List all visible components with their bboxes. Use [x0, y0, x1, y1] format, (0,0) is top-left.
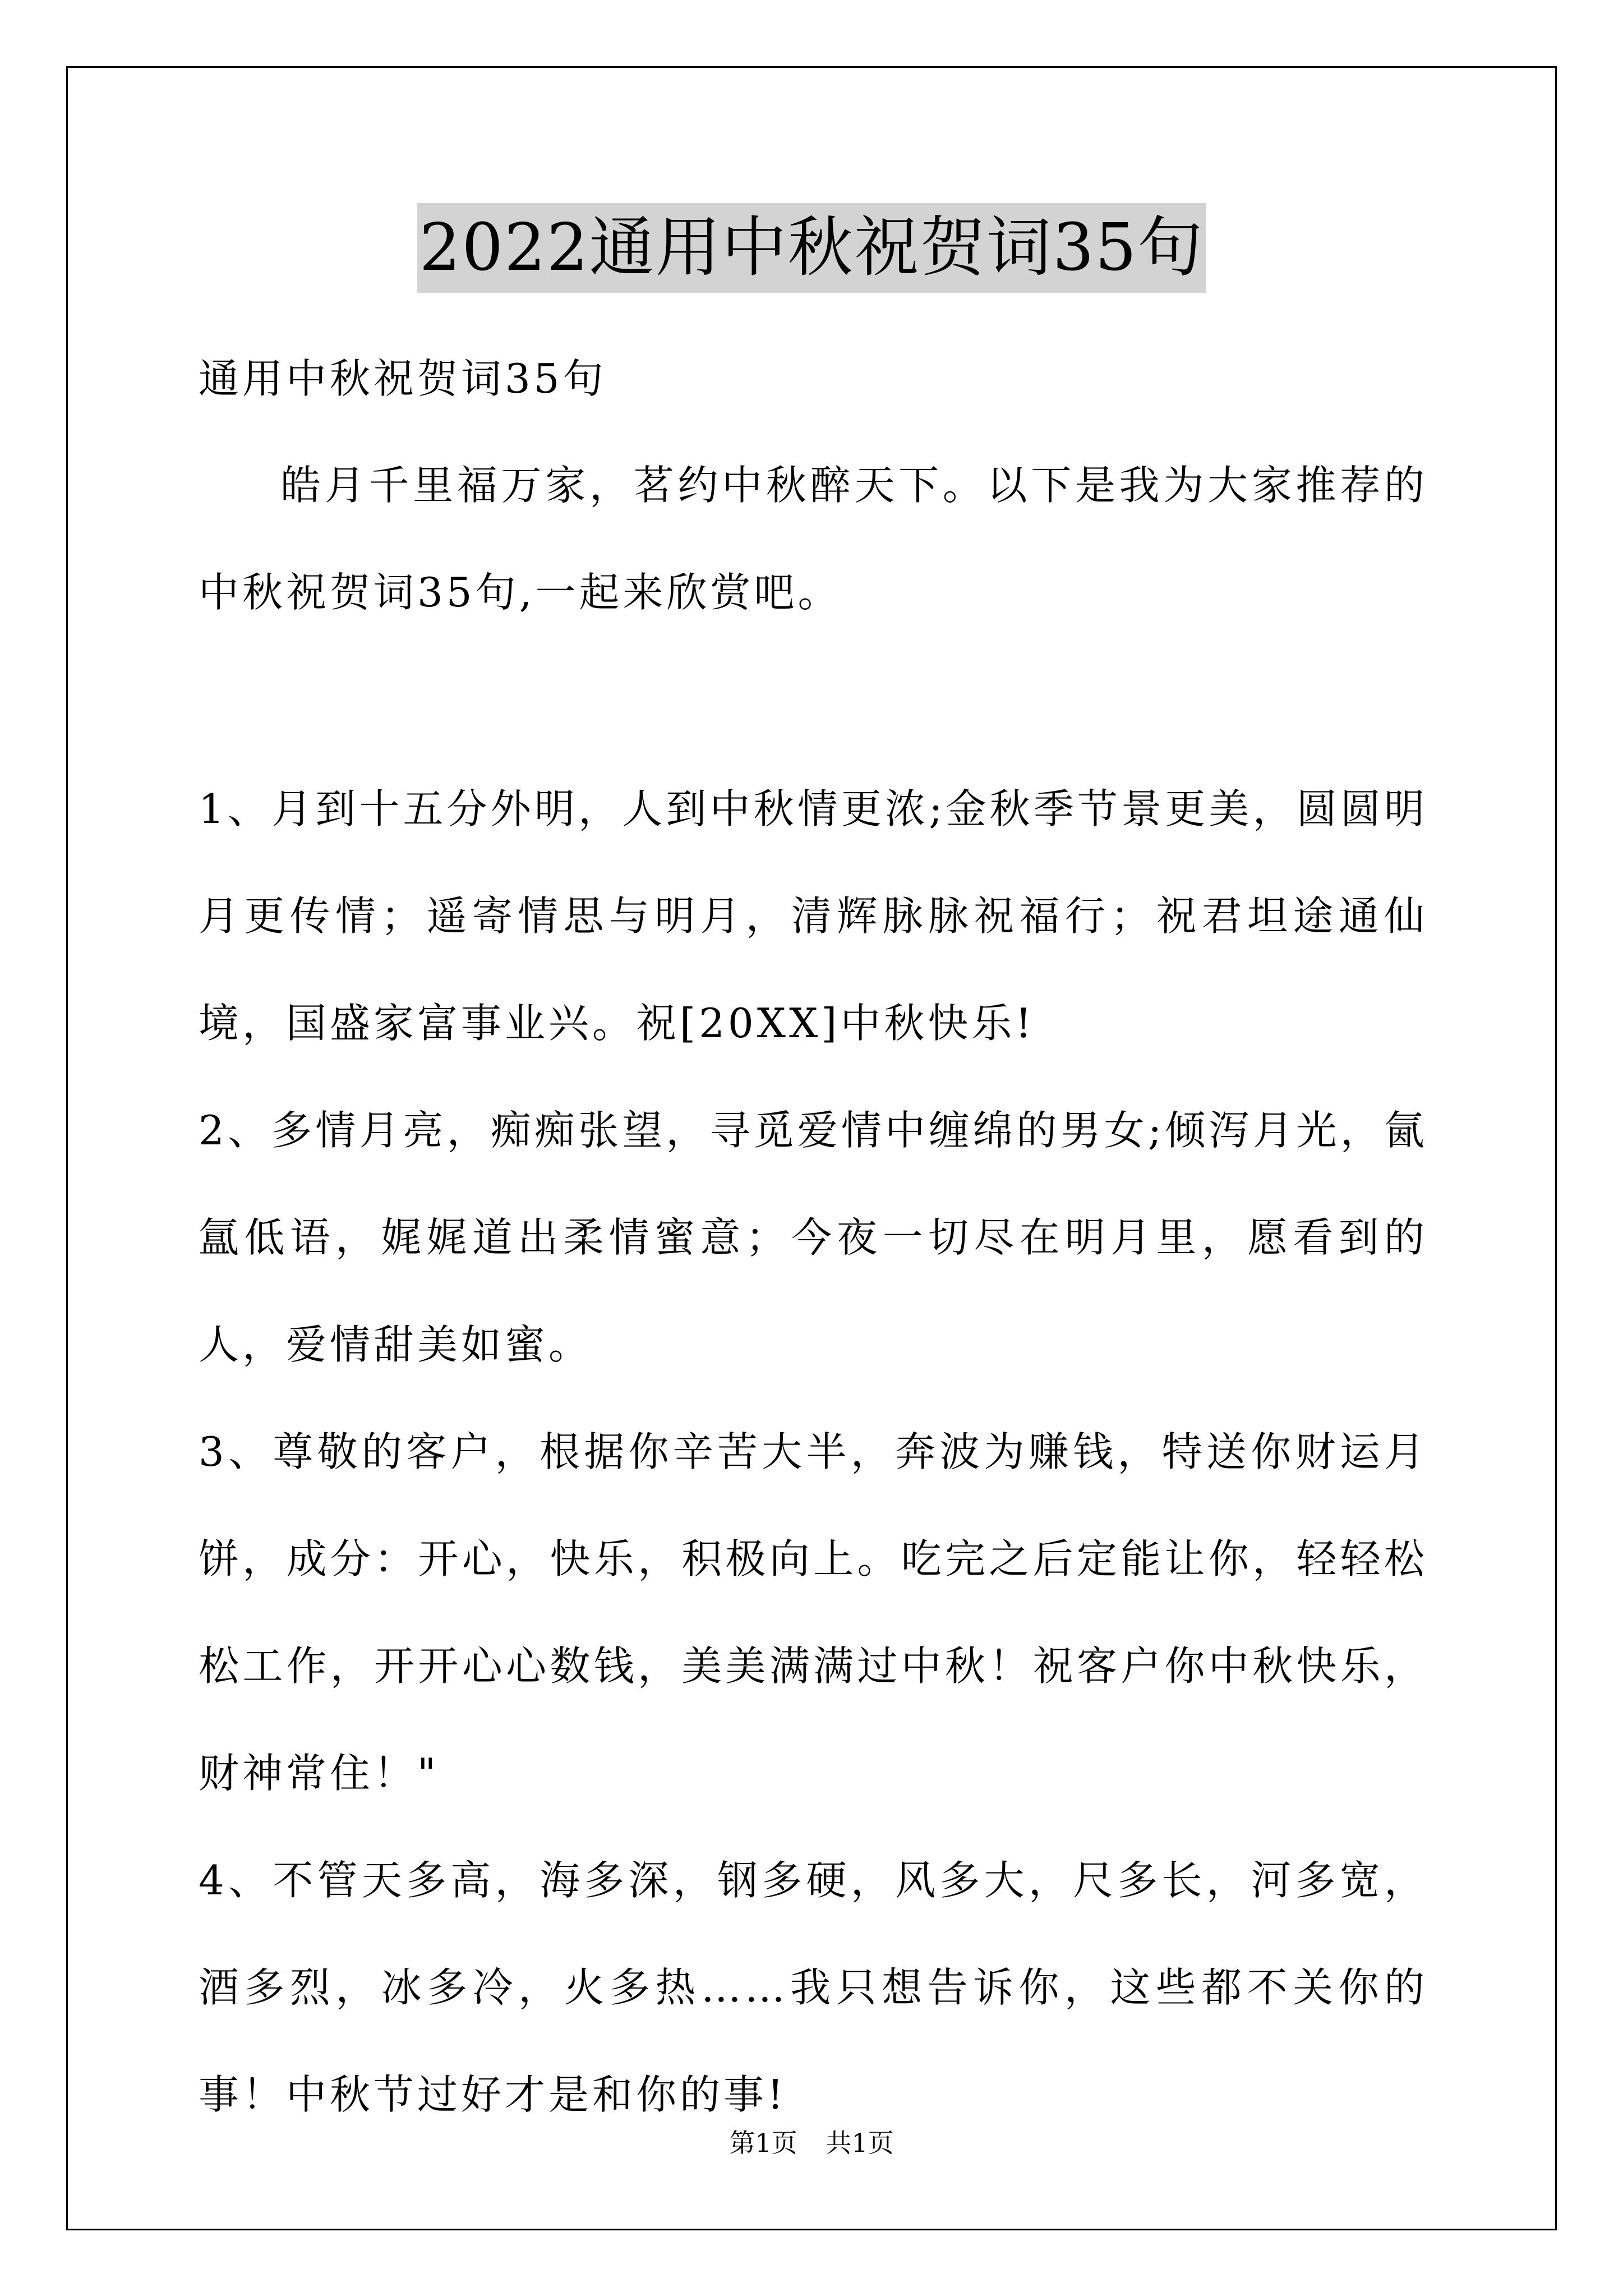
page-footer — [0, 2126, 1623, 2160]
intro-paragraph: 皓月千里福万家，茗约中秋醉天下。以下是我为大家推荐的中秋祝贺词35句,一起来欣赏吧。 — [199, 462, 1428, 616]
list-item: 2、多情月亮，痴痴张望，寻觅爱情中缠绵的男女;倾泻月光，氤氲低语，娓娓道出柔情蜜意；今夜一切尽在明月里，愿看到的人，爱情甜美如蜜。 — [199, 1107, 1428, 1368]
document-subtitle: 通用中秋祝贺词35句 — [199, 355, 607, 402]
list-item: 3、尊敬的客户，根据你辛苦大半，奔波为赚钱，特送你财运月饼，成分：开心，快乐，积极向上。吃完之后定能让你，轻轻松松工作，开开心心数钱，美美满满过中秋！祝客户你中秋快乐，财神常住！" — [199, 1428, 1428, 1797]
list-item: 1、月到十五分外明，人到中秋情更浓;金秋季节景更美，圆圆明月更传情；遥寄情思与明月，清辉脉脉祝福行；祝君坦途通仙境，国盛家富事业兴。祝[20XX]中秋快乐! — [199, 785, 1428, 1047]
list-item: 4、不管天多高，海多深，钢多硬，风多大，尺多长，河多宽，酒多烈，冰多冷，火多热……我只想告诉你，这些都不关你的事！中秋节过好才是和你的事! — [199, 1857, 1428, 2118]
title-container — [0, 203, 1623, 293]
document-title: 2022通用中秋祝贺词35句 — [417, 203, 1206, 293]
page-number: 第1页 — [729, 2128, 797, 2158]
page-total: 共1页 — [826, 2128, 894, 2158]
greeting-list — [199, 756, 1428, 2148]
